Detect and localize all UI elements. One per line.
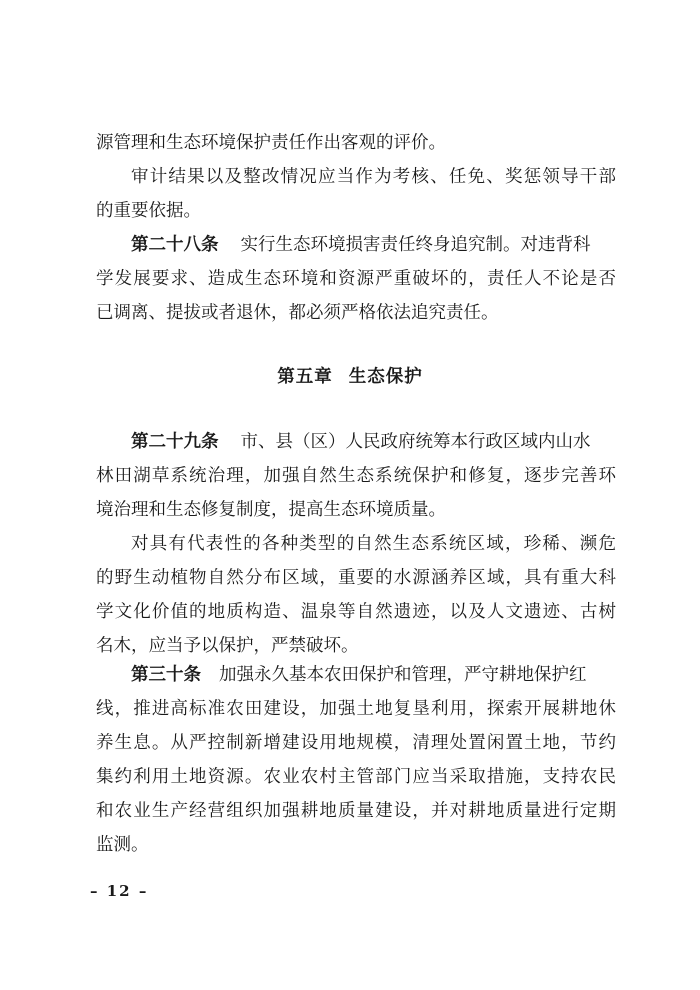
paragraph-line: 线，推进高标准农田建设，加强土地复垦利用，探索开展耕地休 bbox=[96, 699, 616, 719]
article-29-number: 第二十九条 bbox=[131, 432, 219, 452]
paragraph-line: 养生息。从严控制新增建设用地规模，清理处置闲置土地，节约 bbox=[96, 733, 616, 753]
paragraph-line: 林田湖草系统治理，加强自然生态系统保护和修复，逐步完善环 bbox=[96, 466, 616, 486]
article-30-number: 第三十条 bbox=[131, 665, 201, 685]
paragraph-line: 对具有代表性的各种类型的自然生态系统区域，珍稀、濒危 bbox=[131, 534, 616, 554]
article-30-text: 加强永久基本农田保护和管理，严守耕地保护红 bbox=[219, 665, 587, 685]
paragraph-line: 的重要依据。 bbox=[96, 201, 201, 221]
paragraph-line: 学文化价值的地质构造、温泉等自然遗迹，以及人文遗迹、古树 bbox=[96, 602, 616, 622]
paragraph-line: 审计结果以及整改情况应当作为考核、任免、奖惩领导干部 bbox=[131, 167, 616, 187]
paragraph-line: 学发展要求、造成生态环境和资源严重破坏的，责任人不论是否 bbox=[96, 269, 616, 289]
paragraph-line: 已调离、提拔或者退休，都必须严格依法追究责任。 bbox=[96, 303, 499, 323]
paragraph-line: 源管理和生态环境保护责任作出客观的评价。 bbox=[96, 133, 446, 153]
paragraph-line: 的野生动植物自然分布区域，重要的水源涵养区域，具有重大科 bbox=[96, 568, 616, 588]
paragraph-line: 和农业生产经营组织加强耕地质量建设，并对耕地质量进行定期 bbox=[96, 801, 616, 821]
article-29-text: 市、县（区）人民政府统筹本行政区域内山水 bbox=[240, 432, 591, 452]
article-30-first-line bbox=[131, 658, 616, 692]
chapter-number: 第五章 bbox=[277, 367, 333, 387]
article-28-text: 实行生态环境损害责任终身追究制。对违背科 bbox=[240, 235, 591, 255]
article-28-first-line bbox=[131, 228, 616, 262]
paragraph-line: 监测。 bbox=[96, 835, 149, 855]
page-number: – 12 – bbox=[90, 882, 149, 900]
chapter-title: 生态保护 bbox=[348, 367, 423, 387]
paragraph-line: 名木，应当予以保护，严禁破坏。 bbox=[96, 636, 359, 656]
chapter-heading bbox=[0, 360, 700, 394]
article-29-first-line bbox=[131, 425, 616, 459]
article-28-number: 第二十八条 bbox=[131, 235, 219, 255]
paragraph-line: 集约利用土地资源。农业农村主管部门应当采取措施，支持农民 bbox=[96, 767, 616, 787]
paragraph-line: 境治理和生态修复制度，提高生态环境质量。 bbox=[96, 500, 446, 520]
